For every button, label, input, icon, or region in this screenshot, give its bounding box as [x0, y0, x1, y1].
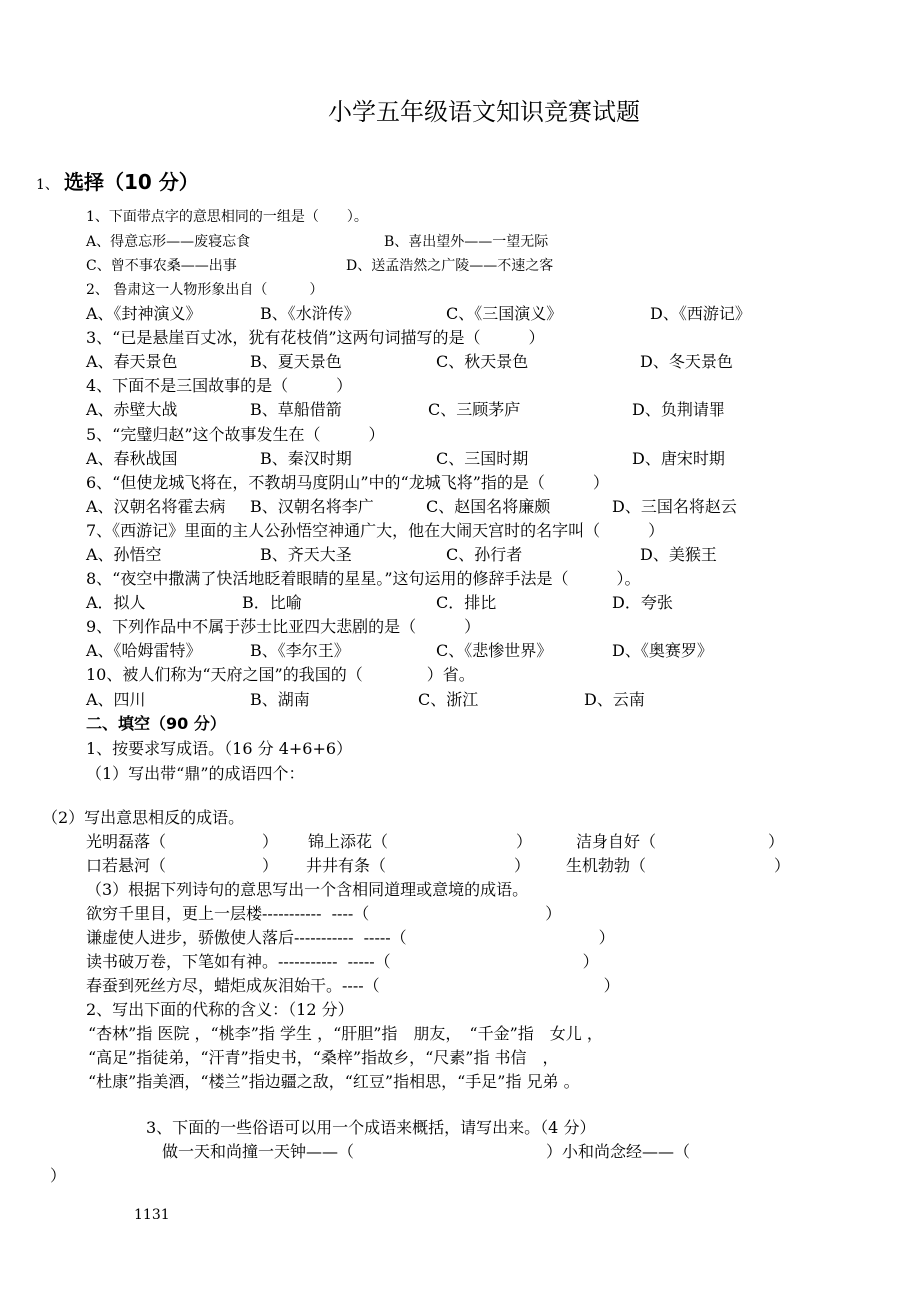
q2-option-b: B、《水浒传》 — [260, 304, 360, 323]
page-number: 1131 — [134, 1207, 170, 1223]
antonym-3: 洁身自好（ ） — [576, 832, 785, 851]
q8-option-a: A．拟人 — [86, 593, 146, 612]
q2-stem: 2、 鲁肃这一人物形象出自（ ） — [86, 282, 324, 298]
section1-number: 1、 — [36, 177, 59, 193]
q5-option-d: D、唐宋时期 — [632, 449, 725, 468]
q7-stem: 7、《西游记》里面的主人公孙悟空神通广大，他在大闹天宫时的名字叫（ ） — [86, 521, 665, 540]
q10-stem: 10、被人们称为“天府之国”的我国的（ ）省。 — [86, 665, 475, 684]
poem-line-3: 读书破万卷，下笔如有神。----------- -----（ ） — [86, 952, 599, 971]
alias-line-2: “高足”指徒弟，“汗青”指史书，“桑梓”指故乡，“尺素”指 书信 ， — [88, 1048, 559, 1067]
q10-option-c: C、浙江 — [418, 690, 479, 709]
q8-option-b: B．比喻 — [242, 593, 302, 612]
q5-option-c: C、三国时期 — [436, 449, 529, 468]
section2-part3: 3、下面的一些俗语可以用一个成语来概括，请写出来。（4 分） — [146, 1118, 596, 1137]
section2-part2: 2、写出下面的代称的含义：（12 分） — [86, 1000, 354, 1019]
q6-option-c: C、赵国名将廉颇 — [426, 497, 551, 516]
antonym-6: 生机勃勃（ ） — [566, 856, 791, 875]
alias-line-3: “杜康”指美酒，“楼兰”指边疆之敌，“红豆”指相思，“手足”指 兄弟 。 — [88, 1072, 580, 1091]
q5-option-a: A、春秋战国 — [86, 449, 178, 468]
section1-heading: 选择（10 分） — [64, 170, 199, 194]
q1-option-c: C、曾不事农桑——出事 — [86, 258, 237, 274]
poem-line-4: 春蚕到死丝方尽，蜡炬成灰泪始干。----（ ） — [86, 976, 620, 995]
q4-option-a: A、赤壁大战 — [86, 400, 178, 419]
section2-heading: 二、填空（90 分） — [86, 714, 226, 733]
q10-option-b: B、湖南 — [250, 690, 310, 709]
q5-stem: 5、“完璧归赵”这个故事发生在（ ） — [86, 425, 385, 444]
section2-part1-sub3: （3）根据下列诗句的意思写出一个含相同道理或意境的成语。 — [86, 880, 529, 899]
q10-option-a: A、四川 — [86, 690, 146, 709]
q1-option-b: B、喜出望外——一望无际 — [384, 234, 549, 250]
q3-option-b: B、夏天景色 — [250, 352, 342, 371]
q1-option-d: D、送孟浩然之广陵——不速之客 — [346, 258, 554, 274]
q10-option-d: D、云南 — [584, 690, 645, 709]
antonym-4: 口若悬河（ ） — [86, 856, 279, 875]
q1-option-a: A、得意忘形——废寝忘食 — [86, 234, 251, 250]
q4-option-b: B、草船借箭 — [250, 400, 342, 419]
q3-option-a: A、春天景色 — [86, 352, 178, 371]
q2-option-d: D、《西游记》 — [650, 304, 751, 323]
antonym-1: 光明磊落（ ） — [86, 832, 279, 851]
q3-stem: 3、“已是悬崖百丈冰，犹有花枝俏”这两句词描写的是（ ） — [86, 328, 545, 347]
q6-option-b: B、汉朝名将李广 — [250, 497, 374, 516]
section2-part1: 1、按要求写成语。（16 分 4+6+6） — [86, 739, 353, 758]
q4-stem: 4、下面不是三国故事的是（ ） — [86, 376, 353, 395]
q4-option-d: D、负荆请罪 — [632, 400, 725, 419]
q3-option-c: C、秋天景色 — [436, 352, 529, 371]
alias-line-1: “杏林”指 医院 ，“桃李”指 学生 ，“肝胆”指 朋友， “千金”指 女儿 ， — [88, 1024, 603, 1043]
section2-part1-sub2: （2）写出意思相反的成语。 — [42, 808, 245, 827]
q3-option-d: D、冬天景色 — [640, 352, 733, 371]
poem-line-2: 谦虚使人进步，骄傲使人落后----------- -----（ ） — [86, 928, 615, 947]
q2-option-a: A、《封神演义》 — [86, 304, 202, 323]
section2-part1-sub1: （1）写出带“鼎”的成语四个： — [86, 764, 305, 783]
poem-line-1: 欲穷千里目，更上一层楼----------- ----（ ） — [86, 904, 562, 923]
q8-option-d: D．夸张 — [612, 593, 673, 612]
q7-option-c: C、孙行者 — [446, 545, 523, 564]
page-title: 小学五年级语文知识竞赛试题 — [328, 98, 640, 126]
q4-option-c: C、三顾茅庐 — [428, 400, 521, 419]
q5-option-b: B、秦汉时期 — [260, 449, 352, 468]
q9-option-c: C、《悲惨世界》 — [436, 641, 553, 660]
antonym-5: 井井有条（ ） — [306, 856, 531, 875]
q6-option-a: A、汉朝名将霍去病 — [86, 497, 226, 516]
q9-option-d: D、《奥赛罗》 — [612, 641, 713, 660]
proverb-close-paren: ） — [50, 1166, 67, 1185]
q7-option-b: B、齐天大圣 — [260, 545, 352, 564]
q8-option-c: C．排比 — [436, 593, 497, 612]
proverb-line-1: 做一天和尚撞一天钟——（ ）小和尚念经——（ — [162, 1142, 691, 1161]
q9-option-a: A、《哈姆雷特》 — [86, 641, 202, 660]
q7-option-a: A、孙悟空 — [86, 545, 162, 564]
q7-option-d: D、美猴王 — [640, 545, 717, 564]
q6-stem: 6、“但使龙城飞将在，不教胡马度阴山”中的“龙城飞将”指的是（ ） — [86, 473, 609, 492]
q2-option-c: C、《三国演义》 — [446, 304, 563, 323]
q9-stem: 9、下列作品中不属于莎士比亚四大悲剧的是（ ） — [86, 617, 481, 636]
antonym-2: 锦上添花（ ） — [308, 832, 533, 851]
q1-stem: 1、下面带点字的意思相同的一组是（ ）。 — [86, 209, 368, 225]
q9-option-b: B、《李尔王》 — [250, 641, 350, 660]
q6-option-d: D、三国名将赵云 — [612, 497, 737, 516]
q8-stem: 8、“夜空中撒满了快活地眨着眼睛的星星。”这句运用的修辞手法是（ ）。 — [86, 569, 641, 588]
